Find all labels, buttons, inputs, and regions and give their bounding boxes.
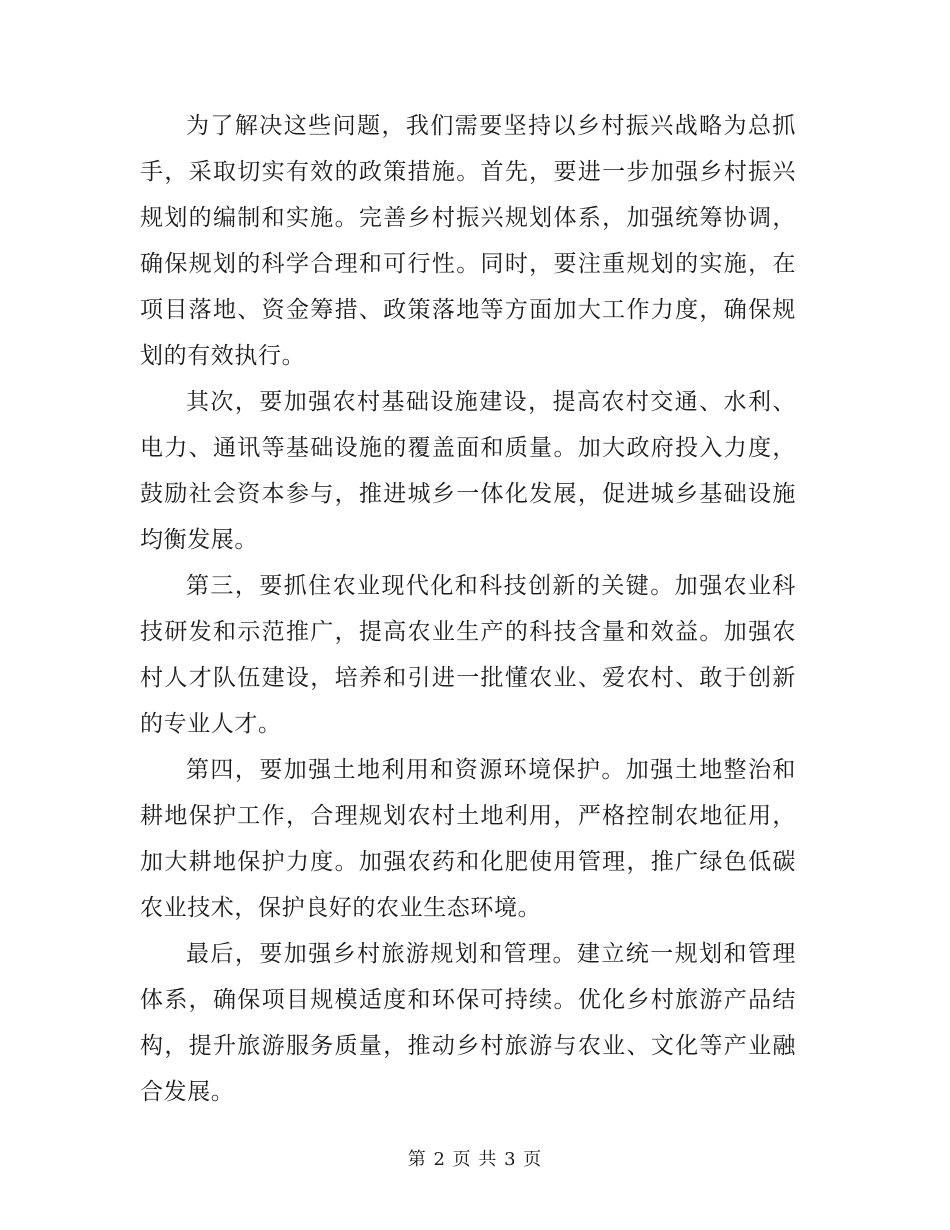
paragraph-3: 第三，要抓住农业现代化和科技创新的关键。加强农业科技研发和示范推广，提高农业生产的科技含量和效益。加强农村人才队伍建设，培养和引进一批懂农业、爱农村、敢于创新的专业人才。 <box>140 573 796 737</box>
paragraph-5: 最后，要加强乡村旅游规划和管理。建立统一规划和管理体系，确保项目规模适度和环保可持续。优化乡村旅游产品结构，提升旅游服务质量，推动乡村旅游与农业、文化等产业融合发展。 <box>140 941 796 1105</box>
paragraph-1: 为了解决这些问题，我们需要坚持以乡村振兴战略为总抓手，采取切实有效的政策措施。首先，要进一步加强乡村振兴规划的编制和实施。完善乡村振兴规划体系，加强统筹协调，确保规划的科学合理和可行性。同时，要注重规划的实施，在项目落地、资金筹措、政策落地等方面加大工作力度，确保规划的有效执行。 <box>140 113 796 369</box>
page-number-footer: 第 2 页 共 3 页 <box>407 1149 543 1170</box>
document-body <box>140 103 796 1115</box>
paragraph-4: 第四，要加强土地利用和资源环境保护。加强土地整治和耕地保护工作，合理规划农村土地利用，严格控制农地征用，加大耕地保护力度。加强农药和化肥使用管理，推广绿色低碳农业技术，保护良好的农业生态环境。 <box>140 757 796 921</box>
paragraph-2: 其次，要加强农村基础设施建设，提高农村交通、水利、电力、通讯等基础设施的覆盖面和质量。加大政府投入力度，鼓励社会资本参与，推进城乡一体化发展，促进城乡基础设施均衡发展。 <box>140 389 796 553</box>
